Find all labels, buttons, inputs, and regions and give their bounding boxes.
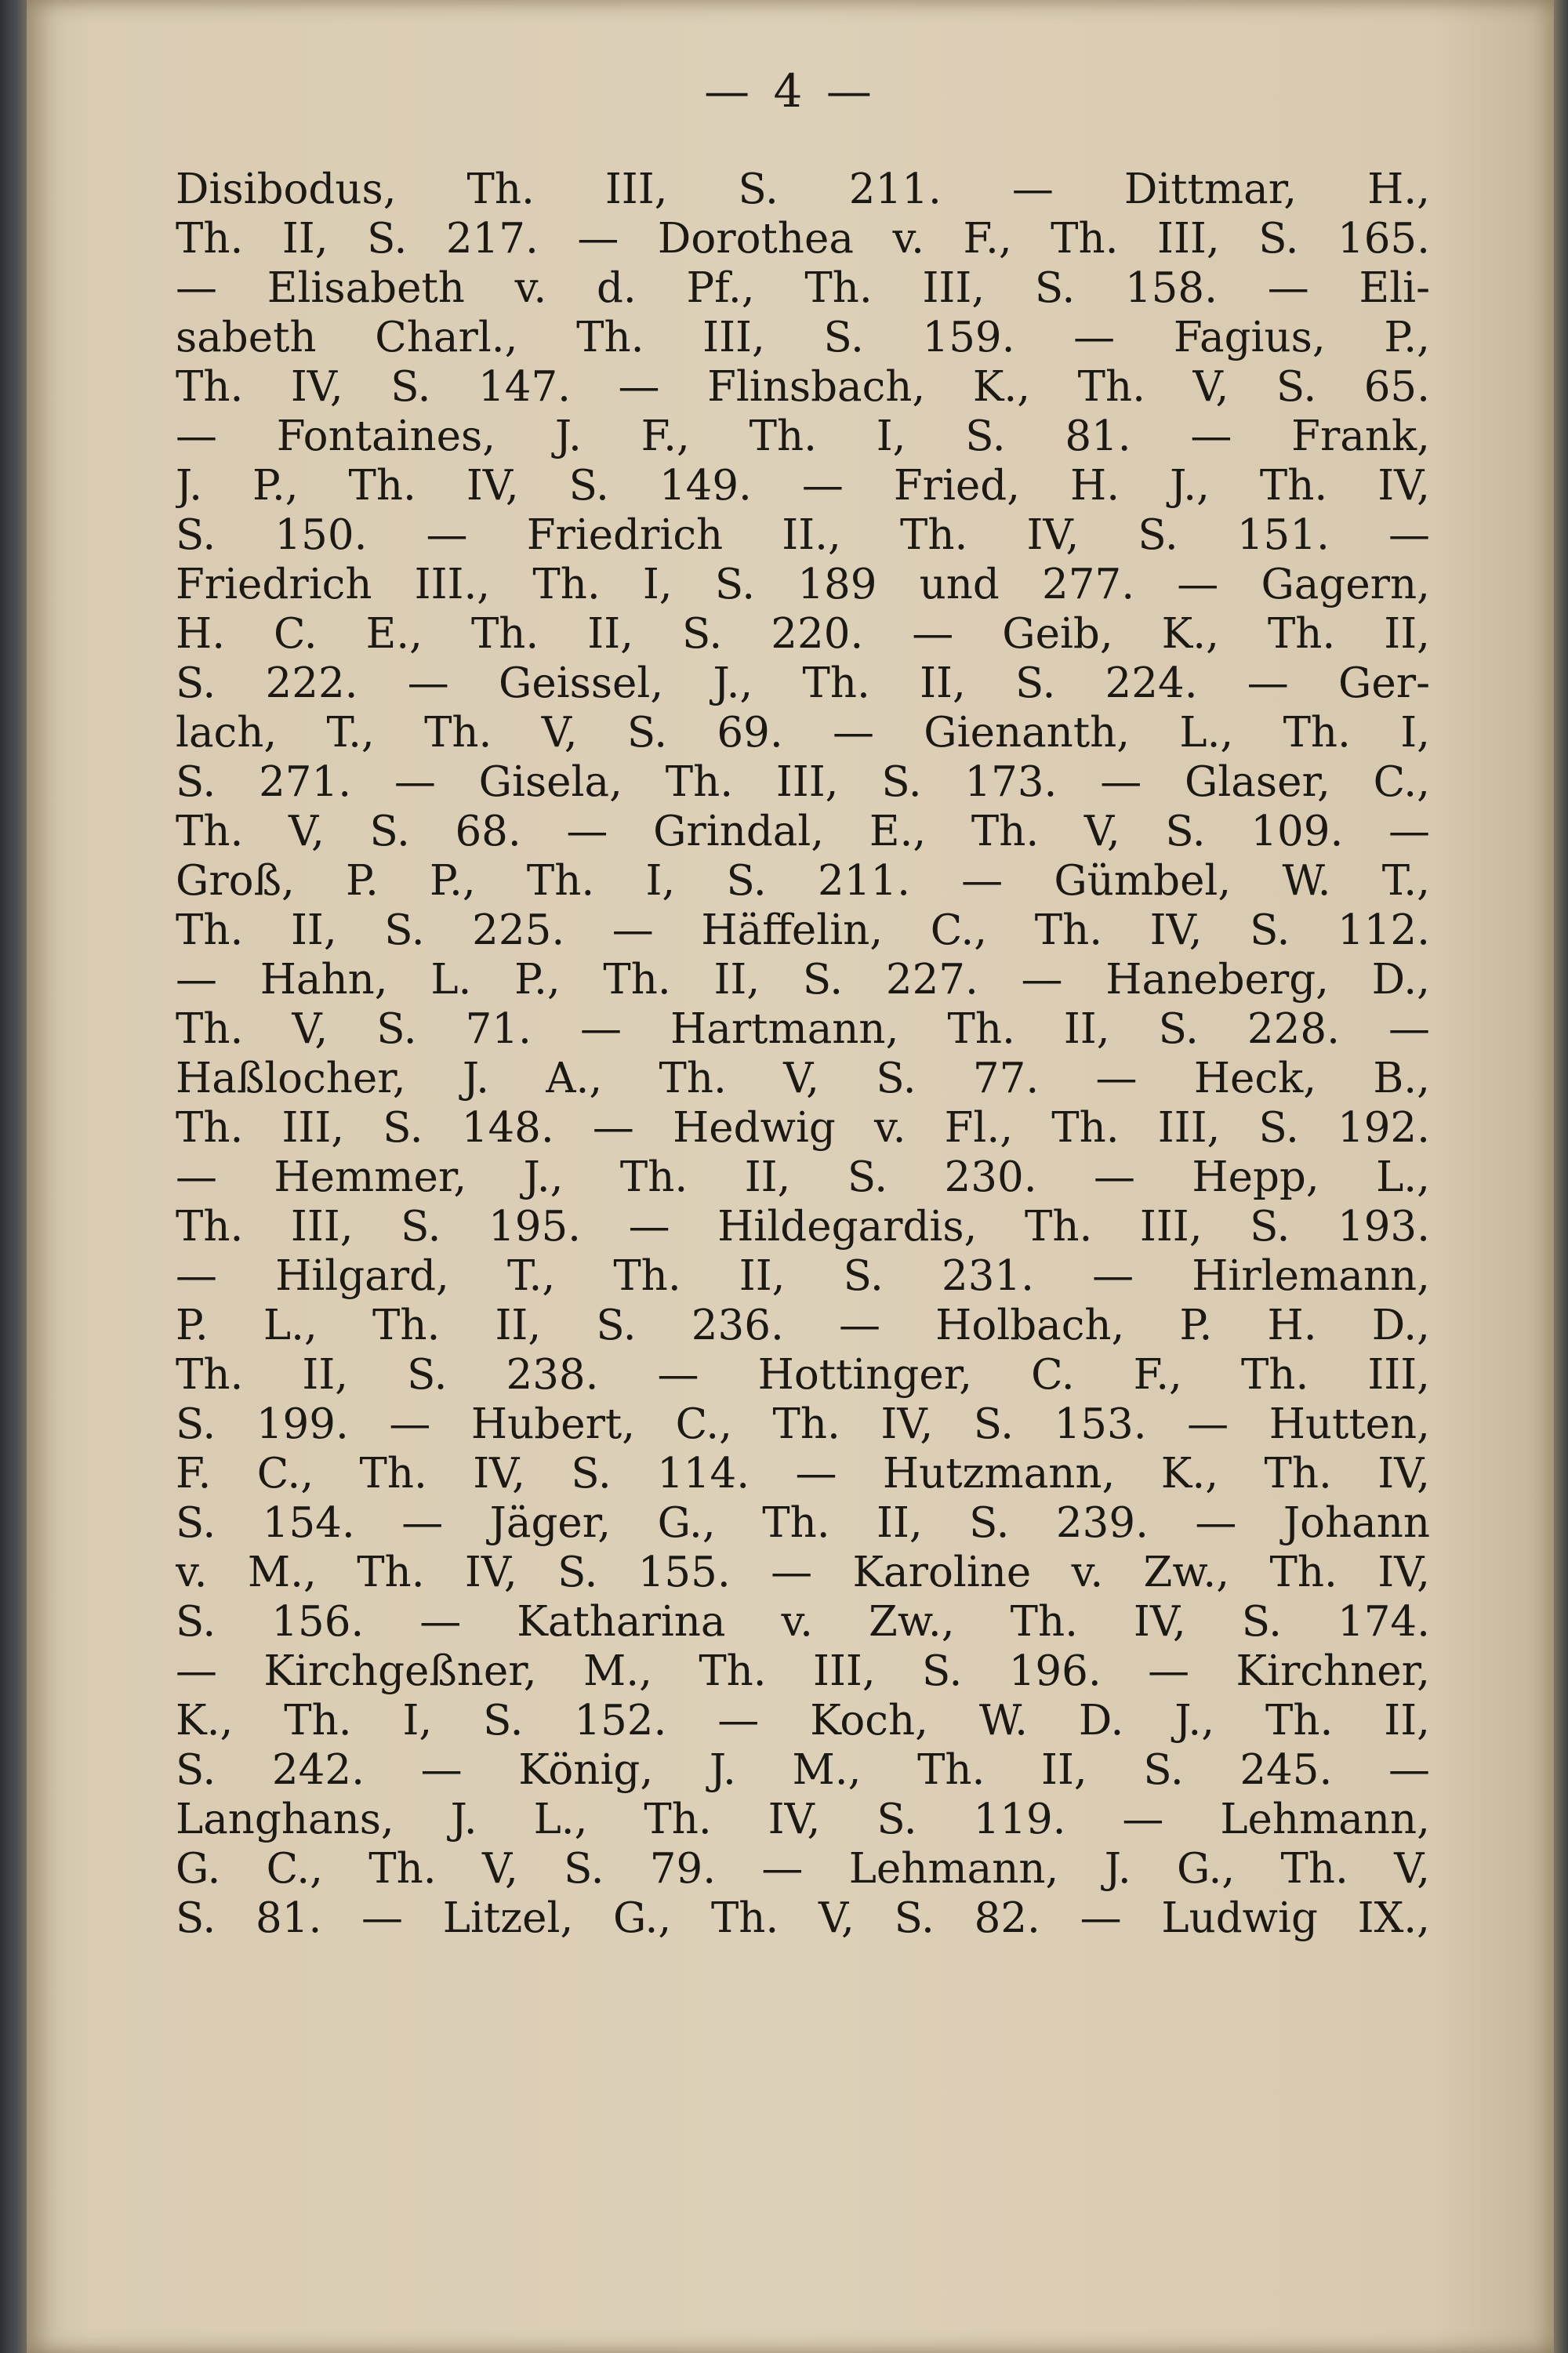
text-line: sabeth Charl., Th. III, S. 159. — Fagius, P.,	[176, 314, 1430, 361]
text-line: Th. II, S. 225. — Häffelin, C., Th. IV, S. 112.	[176, 906, 1430, 954]
text-line: Th. III, S. 195. — Hildegardis, Th. III, S. 193.	[176, 1203, 1430, 1251]
paper-page	[27, 0, 1554, 2353]
text-line: P. L., Th. II, S. 236. — Holbach, P. H. D.,	[176, 1302, 1430, 1349]
text-line: S. 242. — König, J. M., Th. II, S. 245. —	[176, 1746, 1430, 1794]
text-line: S. 199. — Hubert, C., Th. IV, S. 153. — Hutten,	[176, 1400, 1430, 1448]
text-line: Th. V, S. 68. — Grindal, E., Th. V, S. 109. —	[176, 808, 1430, 855]
index-text-block	[176, 165, 1430, 1943]
text-line: S. 156. — Katharina v. Zw., Th. IV, S. 174.	[176, 1598, 1430, 1646]
text-line: H. C. E., Th. II, S. 220. — Geib, K., Th. II,	[176, 610, 1430, 658]
text-line: S. 271. — Gisela, Th. III, S. 173. — Glaser, C.,	[176, 758, 1430, 806]
text-line: Th. II, S. 238. — Hottinger, C. F., Th. III,	[176, 1351, 1430, 1399]
text-line: — Hemmer, J., Th. II, S. 230. — Hepp, L.,	[176, 1153, 1430, 1201]
page-number: — 4 —	[704, 64, 877, 118]
book-page-edge	[1554, 0, 1568, 2353]
text-line: lach, T., Th. V, S. 69. — Gienanth, L., Th. I,	[176, 709, 1430, 757]
text-line: Th. III, S. 148. — Hedwig v. Fl., Th. III, S. 192.	[176, 1104, 1430, 1152]
text-line: — Hilgard, T., Th. II, S. 231. — Hirlemann,	[176, 1252, 1430, 1300]
text-line: Th. II, S. 217. — Dorothea v. F., Th. III, S. 165.	[176, 215, 1430, 263]
text-line: Langhans, J. L., Th. IV, S. 119. — Lehmann,	[176, 1796, 1430, 1843]
text-line: — Elisabeth v. d. Pf., Th. III, S. 158. — Eli-	[176, 264, 1430, 312]
book-spine-edge	[0, 0, 27, 2353]
text-line: S. 81. — Litzel, G., Th. V, S. 82. — Ludwig IX.,	[176, 1894, 1430, 1942]
text-line: K., Th. I, S. 152. — Koch, W. D. J., Th. II,	[176, 1697, 1430, 1745]
text-line: S. 150. — Friedrich II., Th. IV, S. 151. —	[176, 511, 1430, 559]
text-line: J. P., Th. IV, S. 149. — Fried, H. J., Th. IV,	[176, 462, 1430, 510]
text-line: Haßlocher, J. A., Th. V, S. 77. — Heck, B.,	[176, 1055, 1430, 1102]
text-line: v. M., Th. IV, S. 155. — Karoline v. Zw., Th. IV,	[176, 1549, 1430, 1596]
text-line: Friedrich III., Th. I, S. 189 und 277. — Gagern,	[176, 561, 1430, 608]
text-line: S. 154. — Jäger, G., Th. II, S. 239. — Johann	[176, 1499, 1430, 1547]
text-line: S. 222. — Geissel, J., Th. II, S. 224. — Ger-	[176, 659, 1430, 707]
text-line: — Fontaines, J. F., Th. I, S. 81. — Frank,	[176, 412, 1430, 460]
text-line: Disibodus, Th. III, S. 211. — Dittmar, H.,	[176, 165, 1430, 213]
text-line: — Hahn, L. P., Th. II, S. 227. — Haneberg, D.,	[176, 956, 1430, 1004]
text-line: Th. IV, S. 147. — Flinsbach, K., Th. V, S. 65.	[176, 363, 1430, 411]
text-line: — Kirchgeßner, M., Th. III, S. 196. — Kirchner,	[176, 1647, 1430, 1695]
text-line: G. C., Th. V, S. 79. — Lehmann, J. G., Th. V,	[176, 1845, 1430, 1893]
text-line: F. C., Th. IV, S. 114. — Hutzmann, K., Th. IV,	[176, 1450, 1430, 1498]
text-line: Th. V, S. 71. — Hartmann, Th. II, S. 228. —	[176, 1005, 1430, 1053]
text-line: Groß, P. P., Th. I, S. 211. — Gümbel, W. T.,	[176, 857, 1430, 905]
